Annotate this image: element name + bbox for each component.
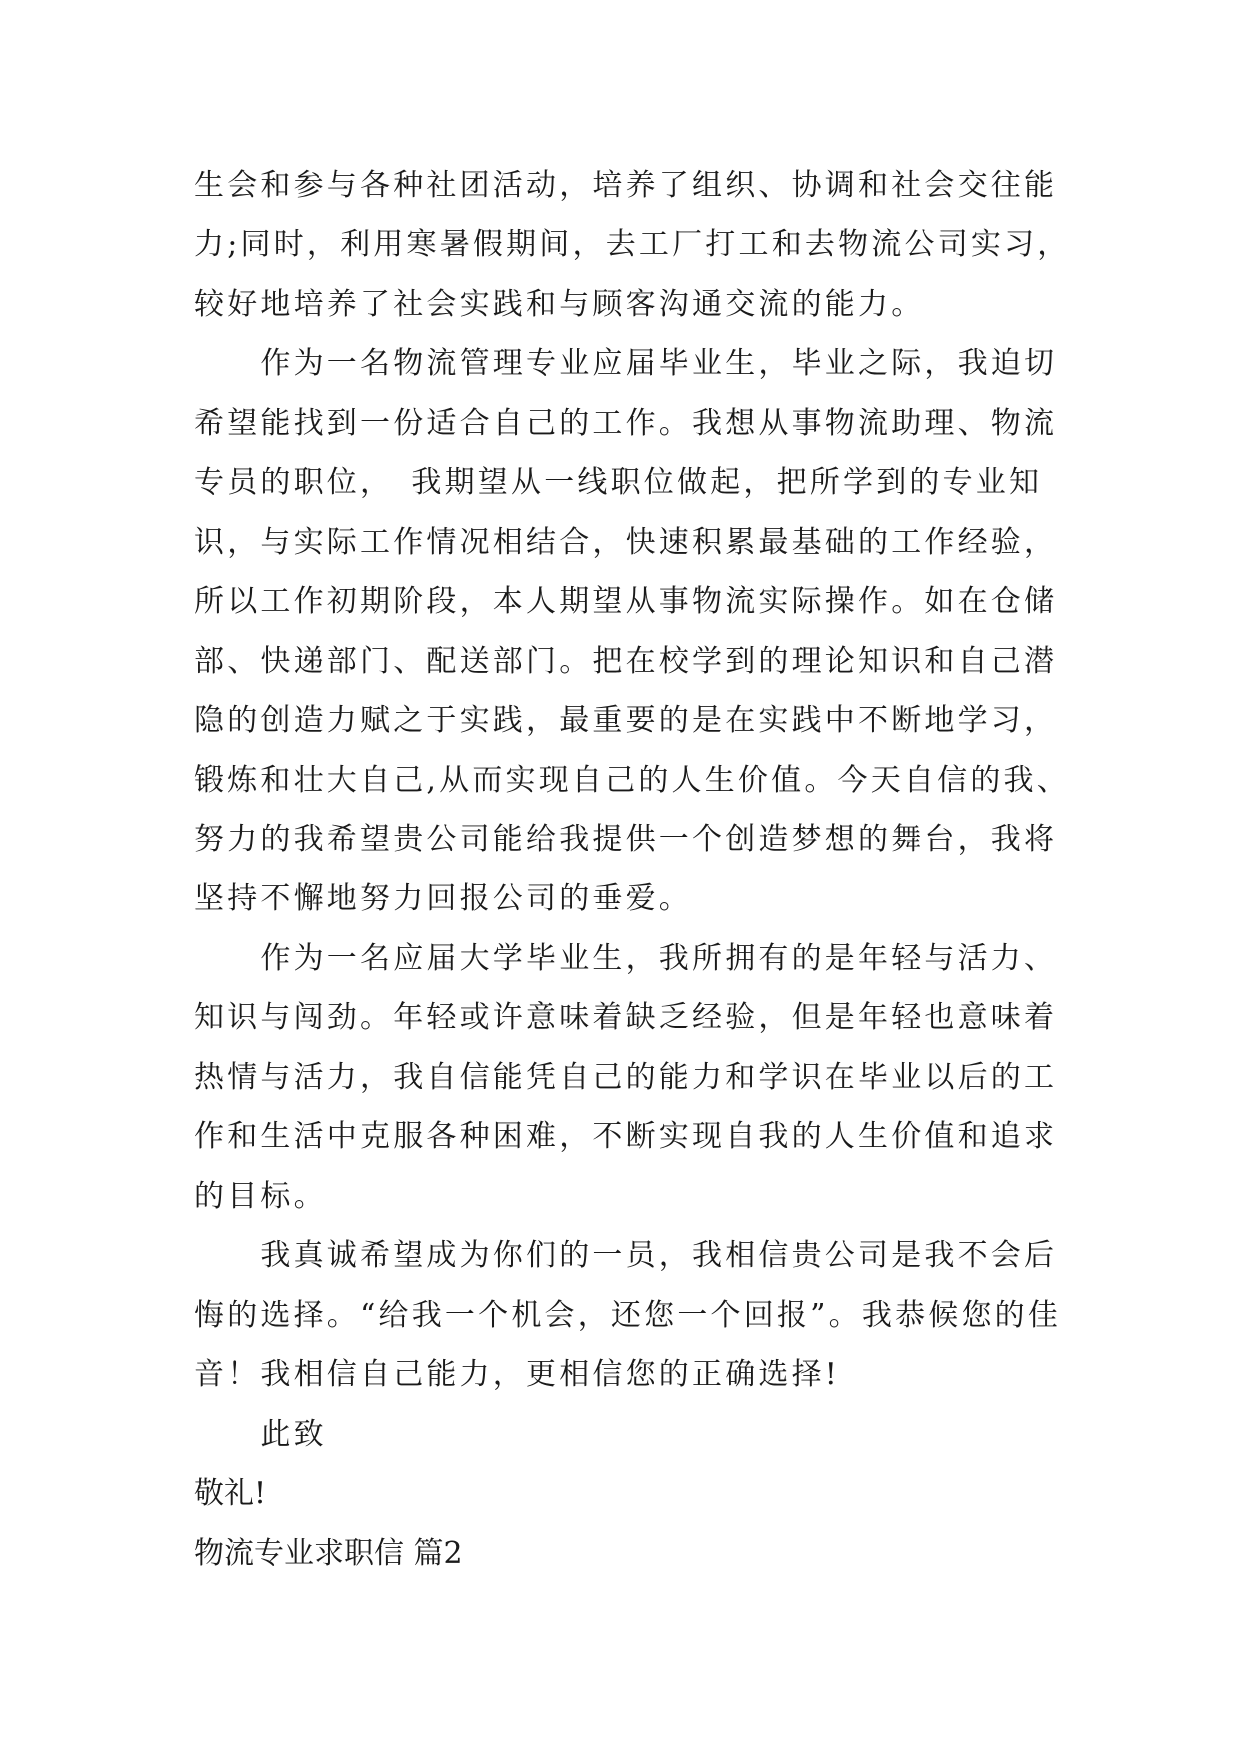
- text-line-17: 作和生活中克服各种困难，不断实现自我的人生价值和追求: [194, 1119, 1058, 1154]
- text-line-5: 希望能找到一份适合自己的工作。我想从事物流助理、物流: [194, 406, 1058, 441]
- text-line-16: 热情与活力，我自信能凭自己的能力和学识在毕业以后的工: [194, 1060, 1058, 1095]
- text-line-14: 作为一名应届大学毕业生，我所拥有的是年轻与活力、: [194, 941, 1058, 976]
- text-line-7: 识，与实际工作情况相结合，快速积累最基础的工作经验，: [194, 525, 1058, 560]
- text-line-11: 锻炼和壮大自己,从而实现自己的人生价值。今天自信的我、: [194, 763, 1070, 798]
- text-line-20: 悔的选择。“给我一个机会，还您一个回报”。我恭候您的佳: [194, 1298, 1062, 1333]
- text-line-1: 生会和参与各种社团活动，培养了组织、协调和社会交往能: [194, 168, 1058, 203]
- text-line-22: 此致: [194, 1417, 327, 1452]
- text-line-21: 音！我相信自己能力，更相信您的正确选择!: [194, 1357, 841, 1392]
- text-line-15: 知识与闯劲。年轻或许意味着缺乏经验，但是年轻也意味着: [194, 1000, 1058, 1035]
- text-line-13: 坚持不懈地努力回报公司的垂爱。: [194, 881, 692, 916]
- text-line-4: 作为一名物流管理专业应届毕业生，毕业之际，我迫切: [194, 346, 1058, 381]
- text-line-9: 部、快递部门、配送部门。把在校学到的理论知识和自己潜: [194, 644, 1058, 679]
- text-line-6: 专员的职位， 我期望从一线职位做起，把所学到的专业知: [194, 465, 1043, 500]
- text-line-8: 所以工作初期阶段，本人期望从事物流实际操作。如在仓储: [194, 584, 1058, 619]
- text-line-19: 我真诚希望成为你们的一员，我相信贵公司是我不会后: [194, 1238, 1058, 1273]
- text-line-10: 隐的创造力赋之于实践，最重要的是在实践中不断地学习，: [194, 703, 1058, 738]
- text-line-23: 敬礼!: [194, 1476, 267, 1511]
- text-line-12: 努力的我希望贵公司能给我提供一个创造梦想的舞台，我将: [194, 822, 1058, 857]
- text-line-2: 力;同时，利用寒暑假期间，去工厂打工和去物流公司实习，: [194, 227, 1071, 262]
- section-heading: 物流专业求职信 篇2: [194, 1536, 463, 1571]
- text-line-3: 较好地培养了社会实践和与顾客沟通交流的能力。: [194, 287, 925, 322]
- text-line-18: 的目标。: [194, 1179, 327, 1214]
